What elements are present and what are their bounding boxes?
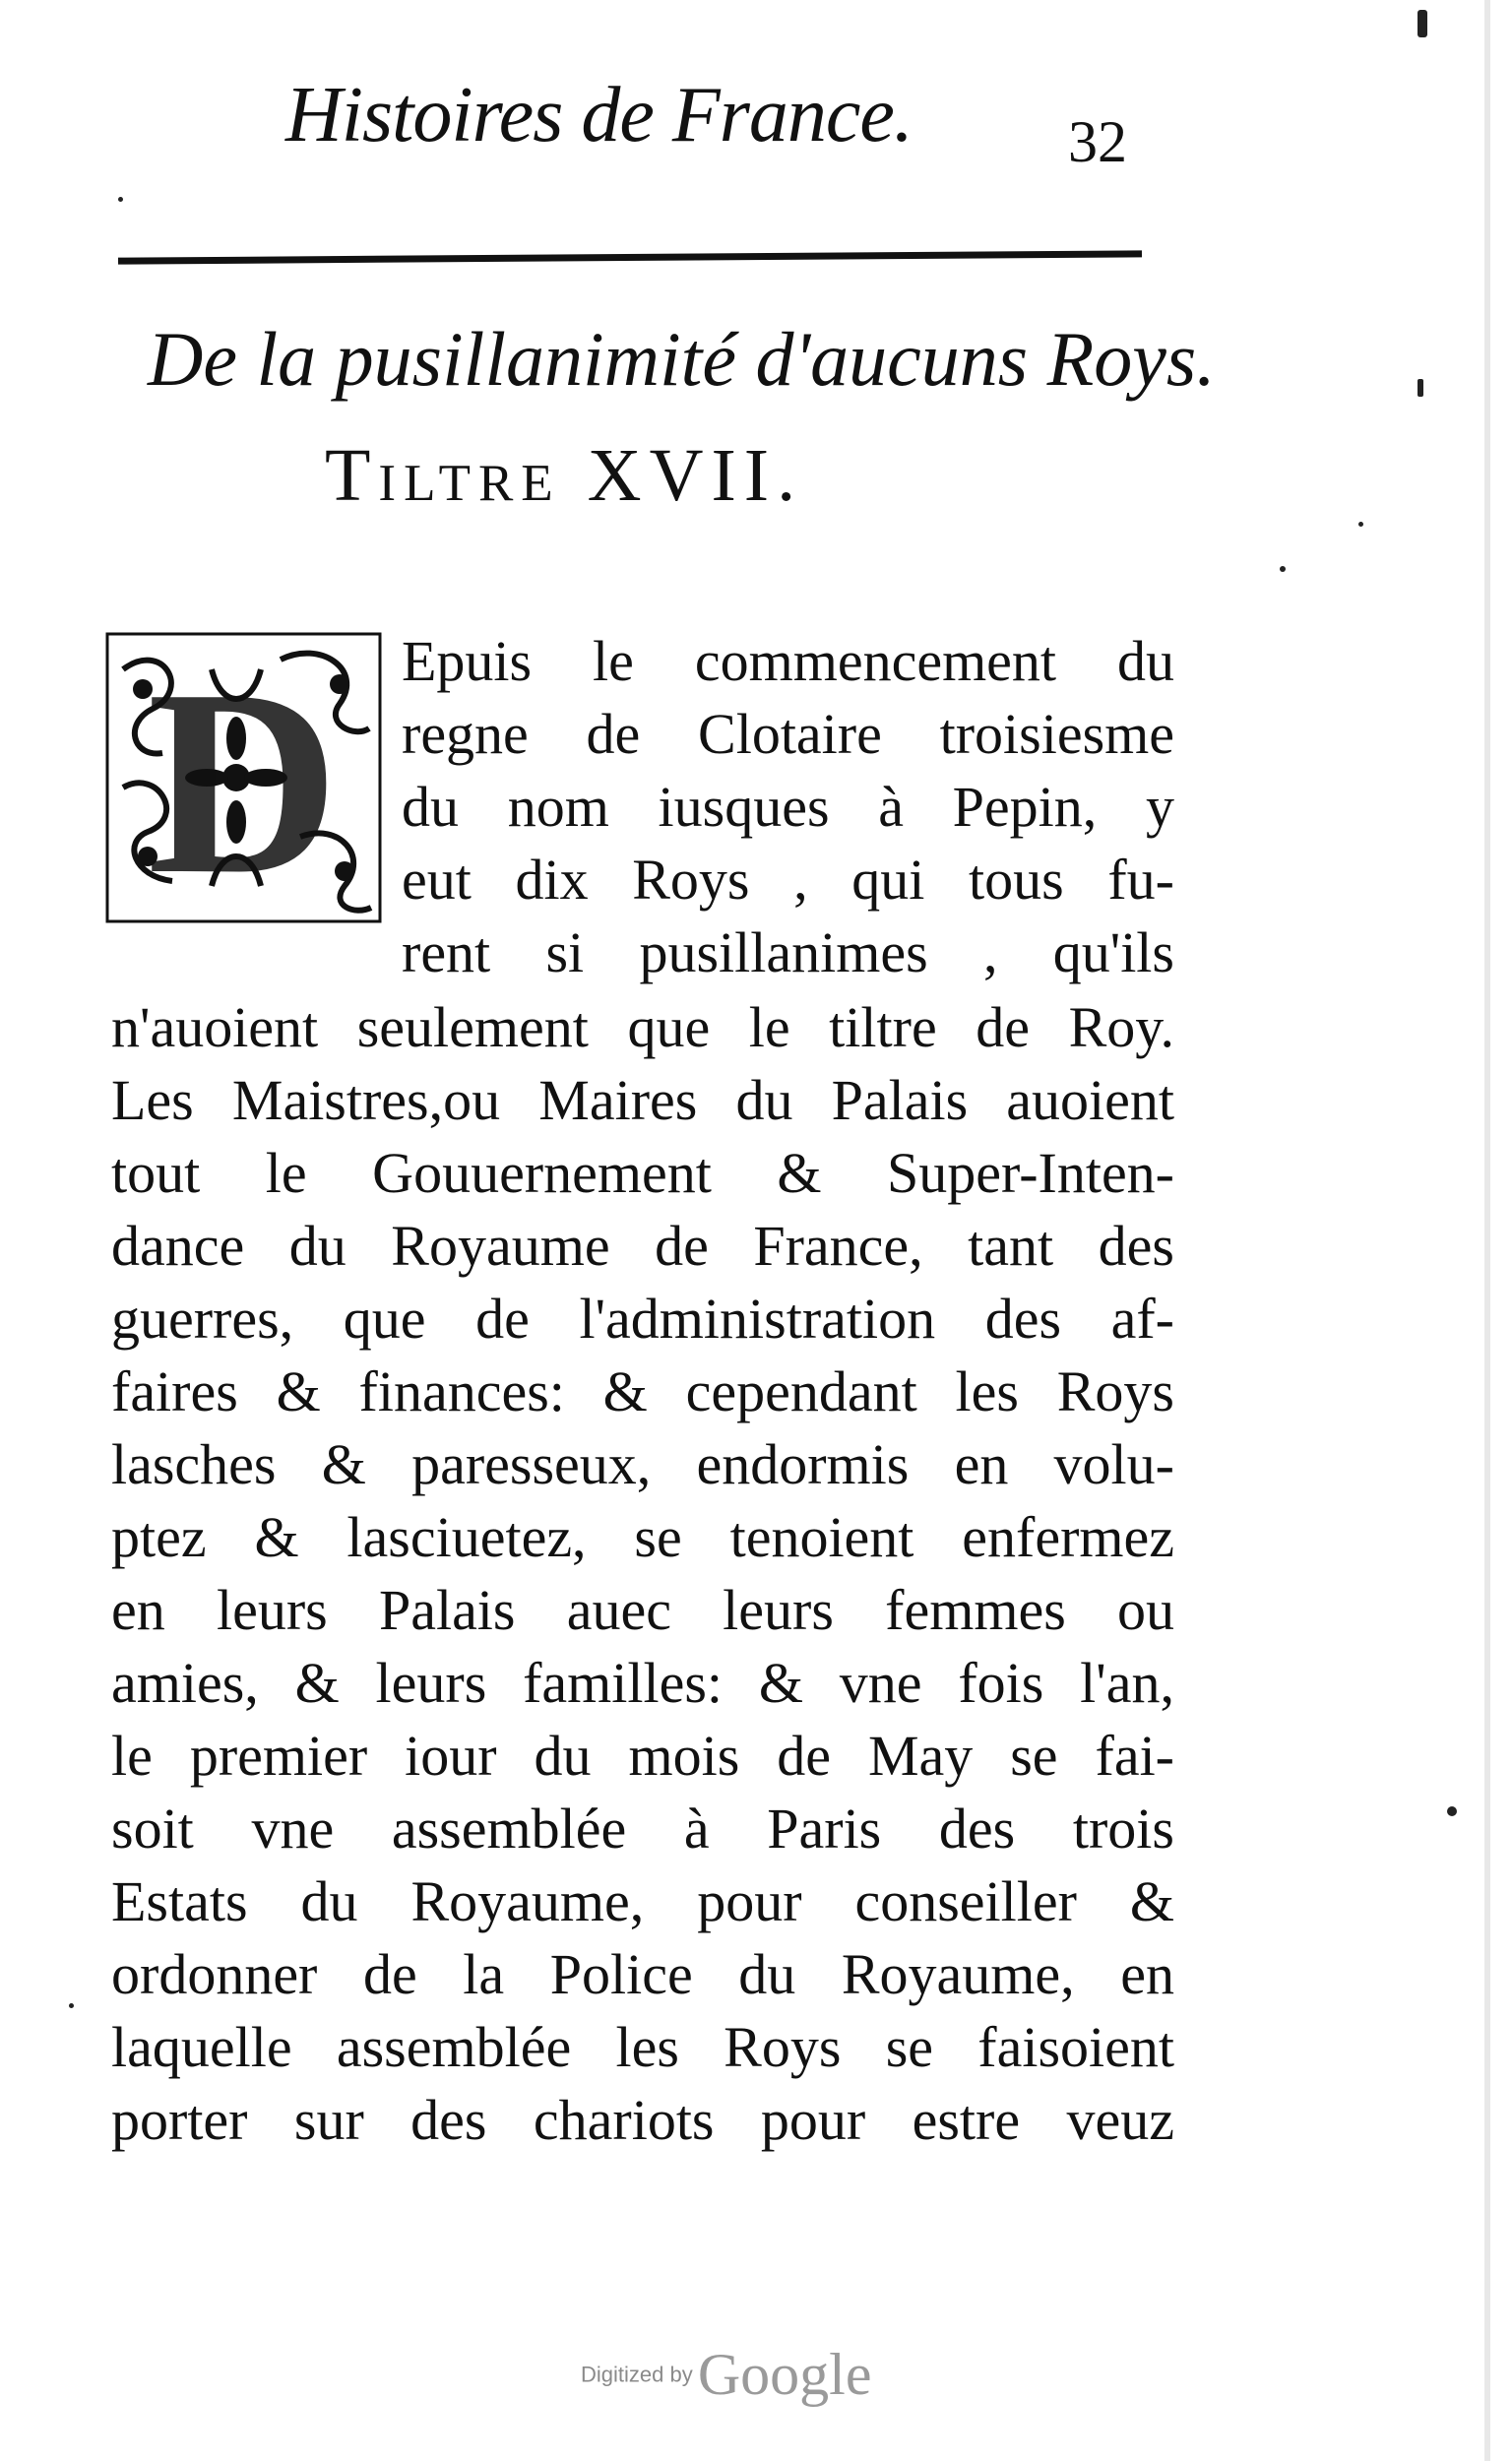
scan-speck: [1418, 379, 1423, 397]
text-line: tout le Gouuernement & Super-Inten-: [111, 1141, 1174, 1205]
ornamental-initial-icon: [103, 630, 384, 925]
scan-edge-shadow: [1484, 0, 1490, 2461]
text-line: rent si pusillanimes , qu'ils: [402, 920, 1174, 984]
text-line: dance du Royaume de France, tant des: [111, 1214, 1174, 1278]
digitization-watermark: [581, 2341, 871, 2409]
text-line: laquelle assemblée les Roys se faisoient: [111, 2015, 1174, 2079]
scan-speck: [1447, 1806, 1457, 1816]
text-line: regne de Clotaire troisiesme: [402, 702, 1174, 766]
text-line: eut dix Roys , qui tous fu-: [402, 848, 1174, 912]
text-line: n'auoient seulement que le tiltre de Roy.: [111, 995, 1174, 1059]
dropcap-graphic: [103, 630, 384, 925]
text-line: soit vne assemblée à Paris des trois: [111, 1797, 1174, 1861]
scan-speck: [1280, 566, 1286, 572]
scan-speck: [69, 2003, 74, 2008]
chapter-number: Tiltre XVII.: [325, 434, 804, 517]
text-line: ordonner de la Police du Royaume, en: [111, 1942, 1174, 2006]
text-line: porter sur des chariots pour estre veuz: [111, 2088, 1174, 2152]
text-line: amies, & leurs familles: & vne fois l'an,: [111, 1651, 1174, 1715]
scan-speck: [118, 197, 123, 202]
digitized-label: Digitized by: [581, 2362, 693, 2387]
google-logo: Google: [697, 2342, 872, 2407]
text-line: Estats du Royaume, pour conseiller &: [111, 1869, 1174, 1933]
text-line: du nom iusques à Pepin, y: [402, 775, 1174, 839]
text-line: le premier iour du mois de May se fai-: [111, 1724, 1174, 1788]
text-line: Epuis le commencement du: [402, 629, 1174, 693]
running-head: Histoires de France.: [285, 72, 913, 158]
scan-speck: [1418, 10, 1427, 37]
scan-speck: [1358, 522, 1363, 527]
chapter-title: De la pusillanimité d'aucuns Roys.: [148, 316, 1216, 402]
page-number: 32: [1068, 109, 1127, 174]
text-line: guerres, que de l'administration des af-: [111, 1287, 1174, 1351]
text-line: en leurs Palais auec leurs femmes ou: [111, 1578, 1174, 1642]
text-line: lasches & paresseux, endormis en volu-: [111, 1432, 1174, 1496]
text-line: Les Maistres,ou Maires du Palais auoient: [111, 1068, 1174, 1132]
text-line: ptez & lasciuetez, se tenoient enfermez: [111, 1505, 1174, 1569]
header-rule: [118, 250, 1142, 264]
dropcap-letter: D: [147, 635, 340, 925]
text-line: faires & finances: & cependant les Roys: [111, 1359, 1174, 1423]
